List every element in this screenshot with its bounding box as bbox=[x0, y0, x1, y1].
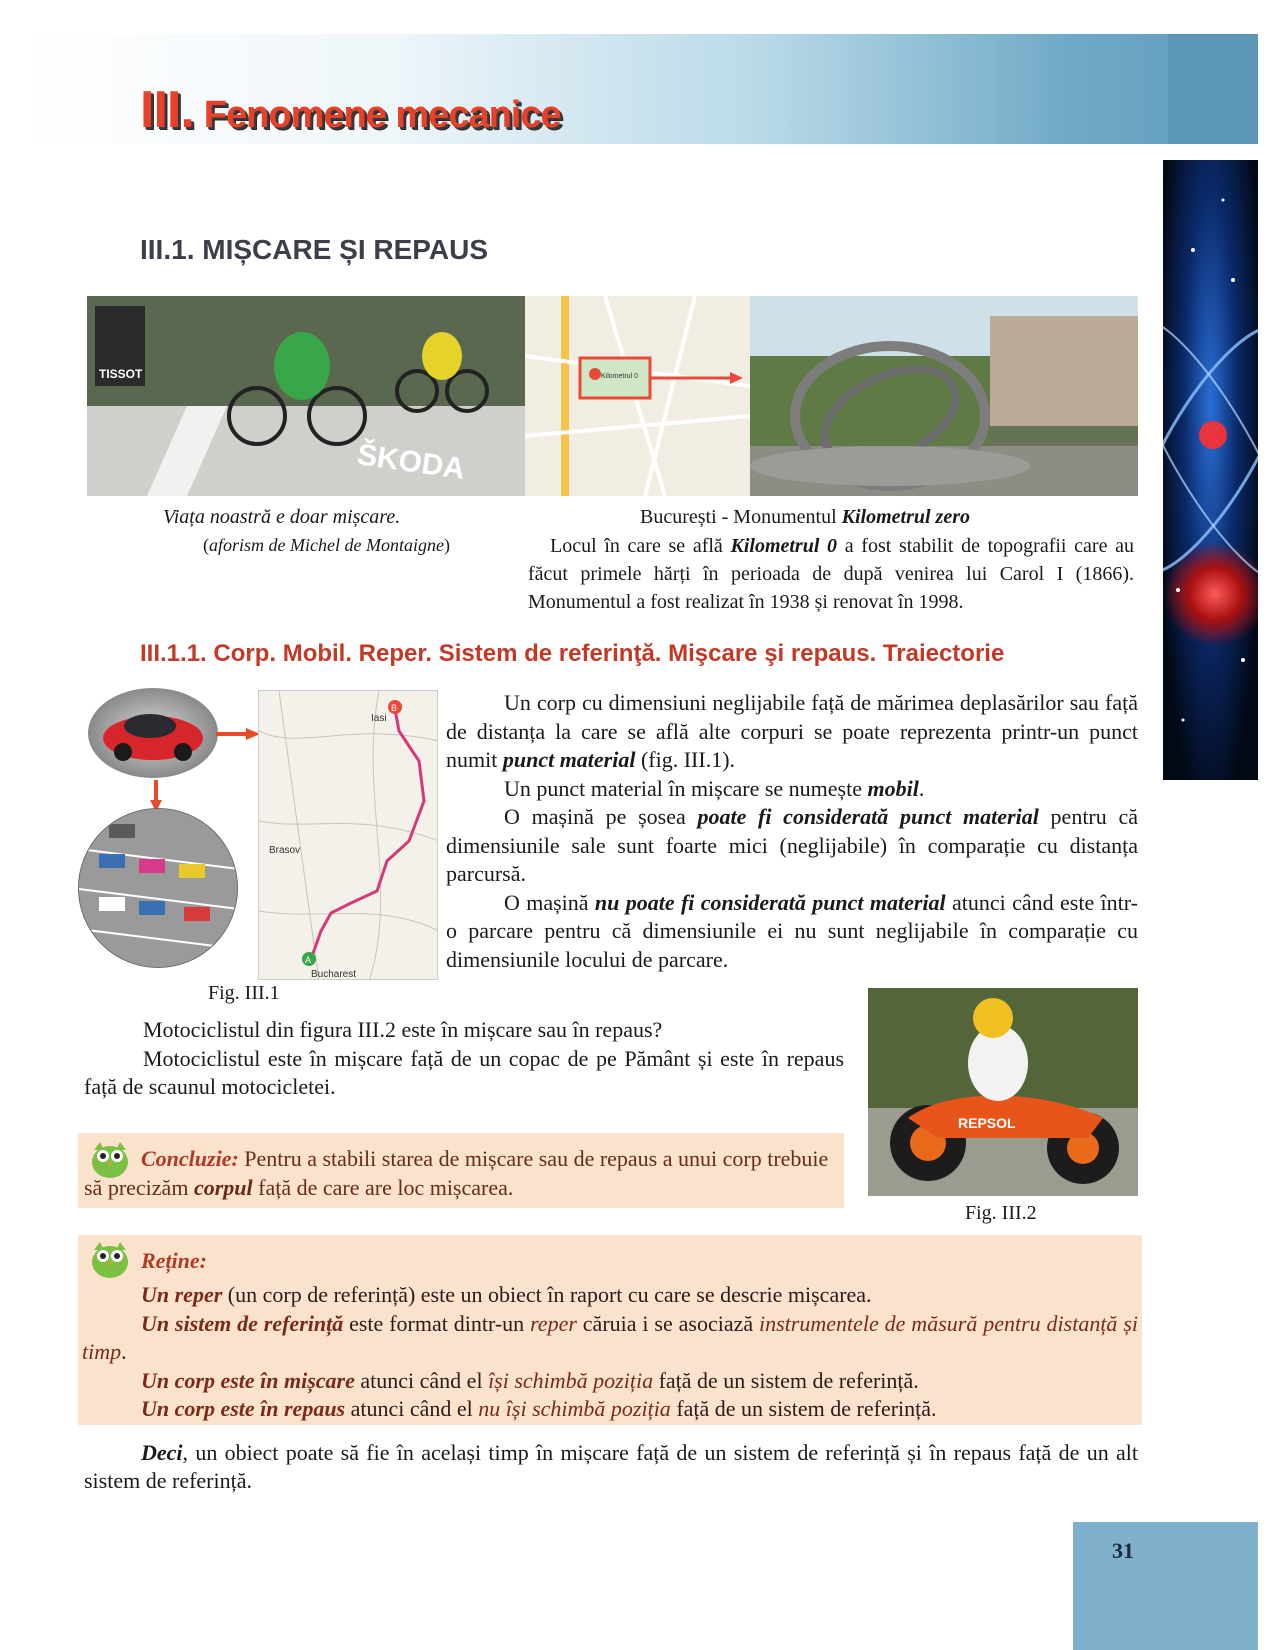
section-title: III.1. MIȘCARE ȘI REPAUS bbox=[140, 234, 488, 265]
atom-decoration-image bbox=[1163, 160, 1258, 780]
motorcycle-question: Motociclistul din figura III.2 este în mișcare sau în repaus? bbox=[143, 1017, 663, 1042]
map-point-b: B bbox=[391, 703, 398, 713]
definition-repaus: Un corp este în repaus atunci când el nu își schimbă poziția față de un sistem de referință. bbox=[141, 1396, 937, 1421]
retine-body bbox=[82, 1281, 1138, 1424]
owl-icon bbox=[86, 1236, 134, 1280]
chapter-name: Fenomene mecanice bbox=[203, 94, 561, 136]
map-label-bucharest: Bucharest bbox=[311, 969, 357, 980]
definition-sistem-referinta: Un sistem de referință este format dintr-un reper căruia i se asociază instrumentele de măsură pentru distanță și timp. bbox=[82, 1310, 1138, 1364]
deci-paragraph: Deci, un obiect poate să fie în același timp în mișcare față de un sistem de referință și în repaus față de un alt sistem de referință. bbox=[84, 1440, 1138, 1493]
quote-text: Viața noastră e doar mișcare. bbox=[163, 506, 401, 528]
conclusion-text: Concluzie: Pentru a stabili starea de mișcare sau de repaus a unui corp trebuie să precizăm corpul față de care are loc mișcarea. bbox=[84, 1146, 829, 1200]
kilometrul-zero-monument-photo bbox=[750, 296, 1138, 496]
chapter-title bbox=[140, 80, 561, 140]
map-label-brasov: Brasov bbox=[269, 845, 301, 856]
red-car-image bbox=[88, 688, 218, 778]
page-number-box bbox=[1073, 1522, 1258, 1650]
cycling-race-photo bbox=[87, 296, 525, 496]
fig2-caption: Fig. III.2 bbox=[965, 1202, 1037, 1224]
conclusion-label: Concluzie: bbox=[141, 1146, 239, 1171]
monument-caption-title: București - Monumentul Kilometrul zero bbox=[640, 506, 970, 528]
paragraph-punct-material: Un corp cu dimensiuni neglijabile față de mărimea deplasărilor sau față de distanța la care se află alte corpuri se poate reprezenta printr-un punct numit punct material (fig. III.1). bbox=[446, 690, 1138, 772]
retine-title: Reține: bbox=[141, 1248, 207, 1273]
km0-map-label: Kilometrul 0 bbox=[601, 373, 638, 380]
map-point-a: A bbox=[305, 955, 312, 965]
chapter-number: III. bbox=[140, 81, 194, 139]
quote-author: aforism de Michel de Montaigne bbox=[209, 535, 444, 555]
bucharest-map-photo bbox=[525, 296, 750, 496]
paragraph-mobil: Un punct material în mișcare se numește mobil. bbox=[504, 775, 925, 801]
monument-name: Kilometrul zero bbox=[841, 506, 970, 528]
body-text bbox=[446, 689, 1138, 974]
paragraph-car-parked: O mașină nu poate fi considerată punct material atunci când este într-o parcare pentru că dimensiunile ei nu sunt neglijabile în comparație cu dimensiunile locului de parcare. bbox=[446, 889, 1138, 972]
road-marking-text: ŠKODA bbox=[355, 438, 468, 486]
paragraph-car-on-road: O mașină pe șosea poate fi considerată punct material pentru că dimensiunile sale sunt foarte mici (neglijabile) în comparație cu distanța parcursă. bbox=[446, 804, 1138, 886]
route-map-image bbox=[258, 690, 438, 980]
definition-miscare: Un corp este în mișcare atunci când el își schimbă poziția față de un sistem de referință. bbox=[141, 1367, 919, 1393]
motorcycle-photo bbox=[868, 988, 1138, 1196]
subsection-title: III.1.1. Corp. Mobil. Reper. Sistem de referinţă. Mişcare şi repaus. Traiectorie bbox=[140, 640, 1005, 667]
quote-attribution: (aforism de Michel de Montaigne) bbox=[203, 535, 450, 555]
motorcycle-brand: REPSOL bbox=[958, 1115, 1016, 1131]
fig1-caption: Fig. III.1 bbox=[208, 982, 280, 1004]
header-accent-block bbox=[1168, 34, 1258, 144]
motorcycle-answer: Motociclistul este în mișcare față de un copac de pe Pământ și este în repaus față de scaunul motocicletei. bbox=[84, 1046, 844, 1099]
definition-reper: Un reper (un corp de referință) este un obiect în raport cu care se descrie mișcarea. bbox=[141, 1282, 872, 1307]
map-label-iasi: Iasi bbox=[371, 713, 387, 724]
atom-orbits-graphic bbox=[1163, 160, 1258, 780]
page-number: 31 bbox=[1112, 1538, 1134, 1563]
parking-lot-image bbox=[78, 808, 238, 968]
monument-caption-body: Locul în care se află Kilometrul 0 a fost stabilit de topografii care au făcut primele hărți în perioada de după venirea lui Carol I (1866). Monumentul a fost realizat în 1938 și renovat în 1998. bbox=[528, 535, 1134, 613]
tissot-sign: TISSOT bbox=[99, 367, 143, 381]
km0-term: Kilometrul 0 bbox=[730, 535, 838, 557]
arrow-right-icon bbox=[216, 726, 260, 742]
